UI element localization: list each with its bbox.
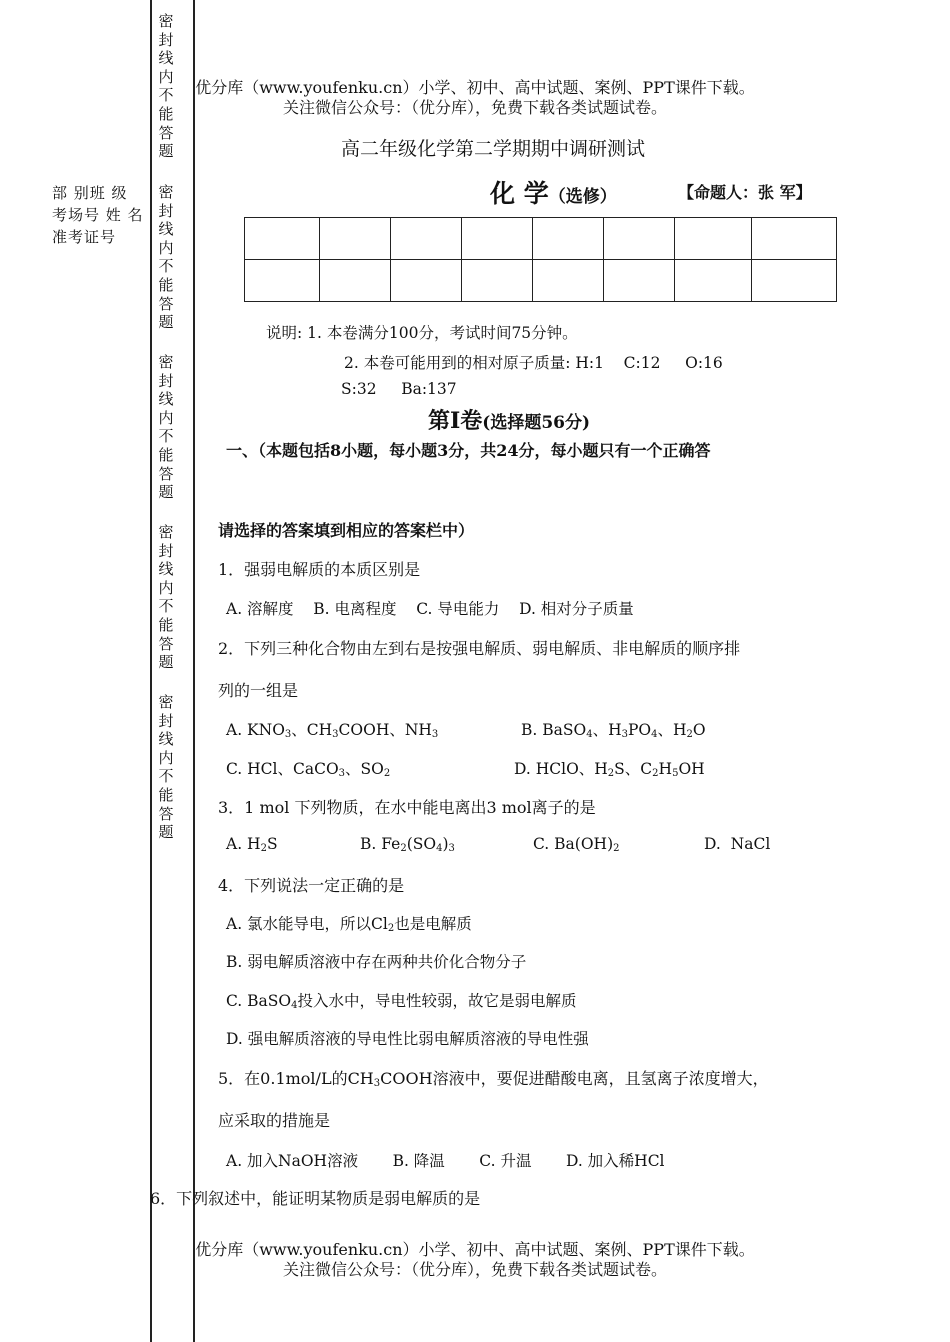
q2-stem-cont: 列的一组是 [218,681,299,700]
q1-options: A. 溶解度 B. 电离程度 C. 导电能力 D. 相对分子质量 [226,600,634,618]
score-cell [462,218,533,260]
subject-note: （选修） [548,187,617,207]
margin-line-right [193,0,195,1342]
q4-option-a: A. 氯水能导电，所以$Cl_2$也是电解质 [226,915,472,934]
subject-line [490,174,617,210]
q4-option-d: D. 强电解质溶液的导电性比弱电解质溶液的导电性强 [226,1030,589,1048]
q4-stem: 4．下列说法一定正确的是 [218,876,405,895]
q5-options: A. 加入NaOH溶液 B. 降温 C. 升温 D. 加入稀HCl [226,1152,665,1170]
score-cell [533,260,604,302]
watermark-bottom-line1: 优分库（www.youfenku.cn）小学、初中、高中试题、案例、PPT课件下载。 [195,1240,755,1259]
score-row [245,260,837,302]
q4-option-b: B. 弱电解质溶液中存在两种共价化合物分子 [226,953,527,971]
q4-option-c: C. BaSO$_4$投入水中，导电性较弱，故它是弱电解质 [226,992,577,1011]
seal-text-3: 密封线内不能答题 [158,353,174,502]
seal-text-4: 密封线内不能答题 [158,523,174,672]
score-cell [675,218,752,260]
exam-title: 高二年级化学第二学期期中调研测试 [341,138,646,160]
q6-stem: 6．下列叙述中，能证明某物质是弱电解质的是 [150,1189,481,1208]
score-cell [320,260,391,302]
student-info: 部 别班 级 考场号 姓 名准考证号 [52,184,144,246]
score-cell [752,218,837,260]
score-cell [391,218,462,260]
part1-heading: 一、（本题包括8小题，每小题3分，共24分，每小题只有一个正确答 [226,441,711,460]
score-cell [320,218,391,260]
q3-stem: 3．1 mol 下列物质，在水中能电离出3 mol离子的是 [218,798,596,817]
margin-line-left [150,0,152,1342]
watermark-top-line1: 优分库（www.youfenku.cn）小学、初中、高中试题、案例、PPT课件下载。 [195,78,755,97]
instructions-line3: S:32 Ba:137 [341,380,457,398]
seal-text-1: 密封线内不能答题 [158,12,174,161]
seal-text-5: 密封线内不能答题 [158,693,174,842]
watermark-top-line2: 关注微信公众号：（优分库），免费下载各类试题试卷。 [282,98,667,117]
author: 【命题人：张 军】 [678,183,812,202]
q2-option-c: C. HCl、CaCO$_3$、$SO_2$ [226,760,391,779]
seal-text-2: 密封线内不能答题 [158,183,174,332]
q3-option-b: B. $Fe_2(SO_4)_3$ [360,835,455,854]
score-cell [604,260,675,302]
score-cell [604,218,675,260]
section1-title [428,404,590,435]
q5-stem-cont: 应采取的措施是 [218,1111,331,1130]
score-row [245,218,837,260]
q1-stem: 1．强弱电解质的本质区别是 [218,560,421,579]
section1-label: 第Ⅰ卷 [428,408,483,434]
score-table [244,217,837,302]
score-cell [245,260,320,302]
q2-option-d: D. HClO、$H_2S$、$C_2H_5OH$ [514,760,705,779]
score-cell [675,260,752,302]
part1-heading-cont: 请选择的答案填到相应的答案栏中） [218,521,475,540]
score-cell [391,260,462,302]
score-cell [462,260,533,302]
q3-option-a: A. $H_2S$ [226,835,278,854]
instructions-line2: 2. 本卷可能用到的相对原子质量: H:1 C:12 O:16 [344,354,723,372]
q3-option-d: D. NaCl [704,835,771,853]
q2-stem: 2．下列三种化合物由左到右是按强电解质、弱电解质、非电解质的顺序排 [218,639,741,658]
score-cell [245,218,320,260]
q2-option-a: A. $KNO_3$、$CH_3COOH$、$NH_3$ [226,721,439,740]
q5-stem: 5．在0.1mol/L的$CH_3COOH$溶液中，要促进醋酸电离，且氢离子浓度增大， [218,1069,769,1089]
q3-option-c: C. $Ba(OH)_2$ [533,835,620,854]
instructions-line1: 说明: 1. 本卷满分100分，考试时间75分钟。 [266,324,578,342]
section1-note: (选择题56分) [482,413,591,433]
watermark-bottom-line2: 关注微信公众号：（优分库），免费下载各类试题试卷。 [282,1260,667,1279]
q2-option-b: B. BaSO$_4$、$H_3PO_4$、$H_2O$ [521,721,706,740]
score-cell [533,218,604,260]
subject-name: 化 学 [490,179,549,208]
score-cell [752,260,837,302]
